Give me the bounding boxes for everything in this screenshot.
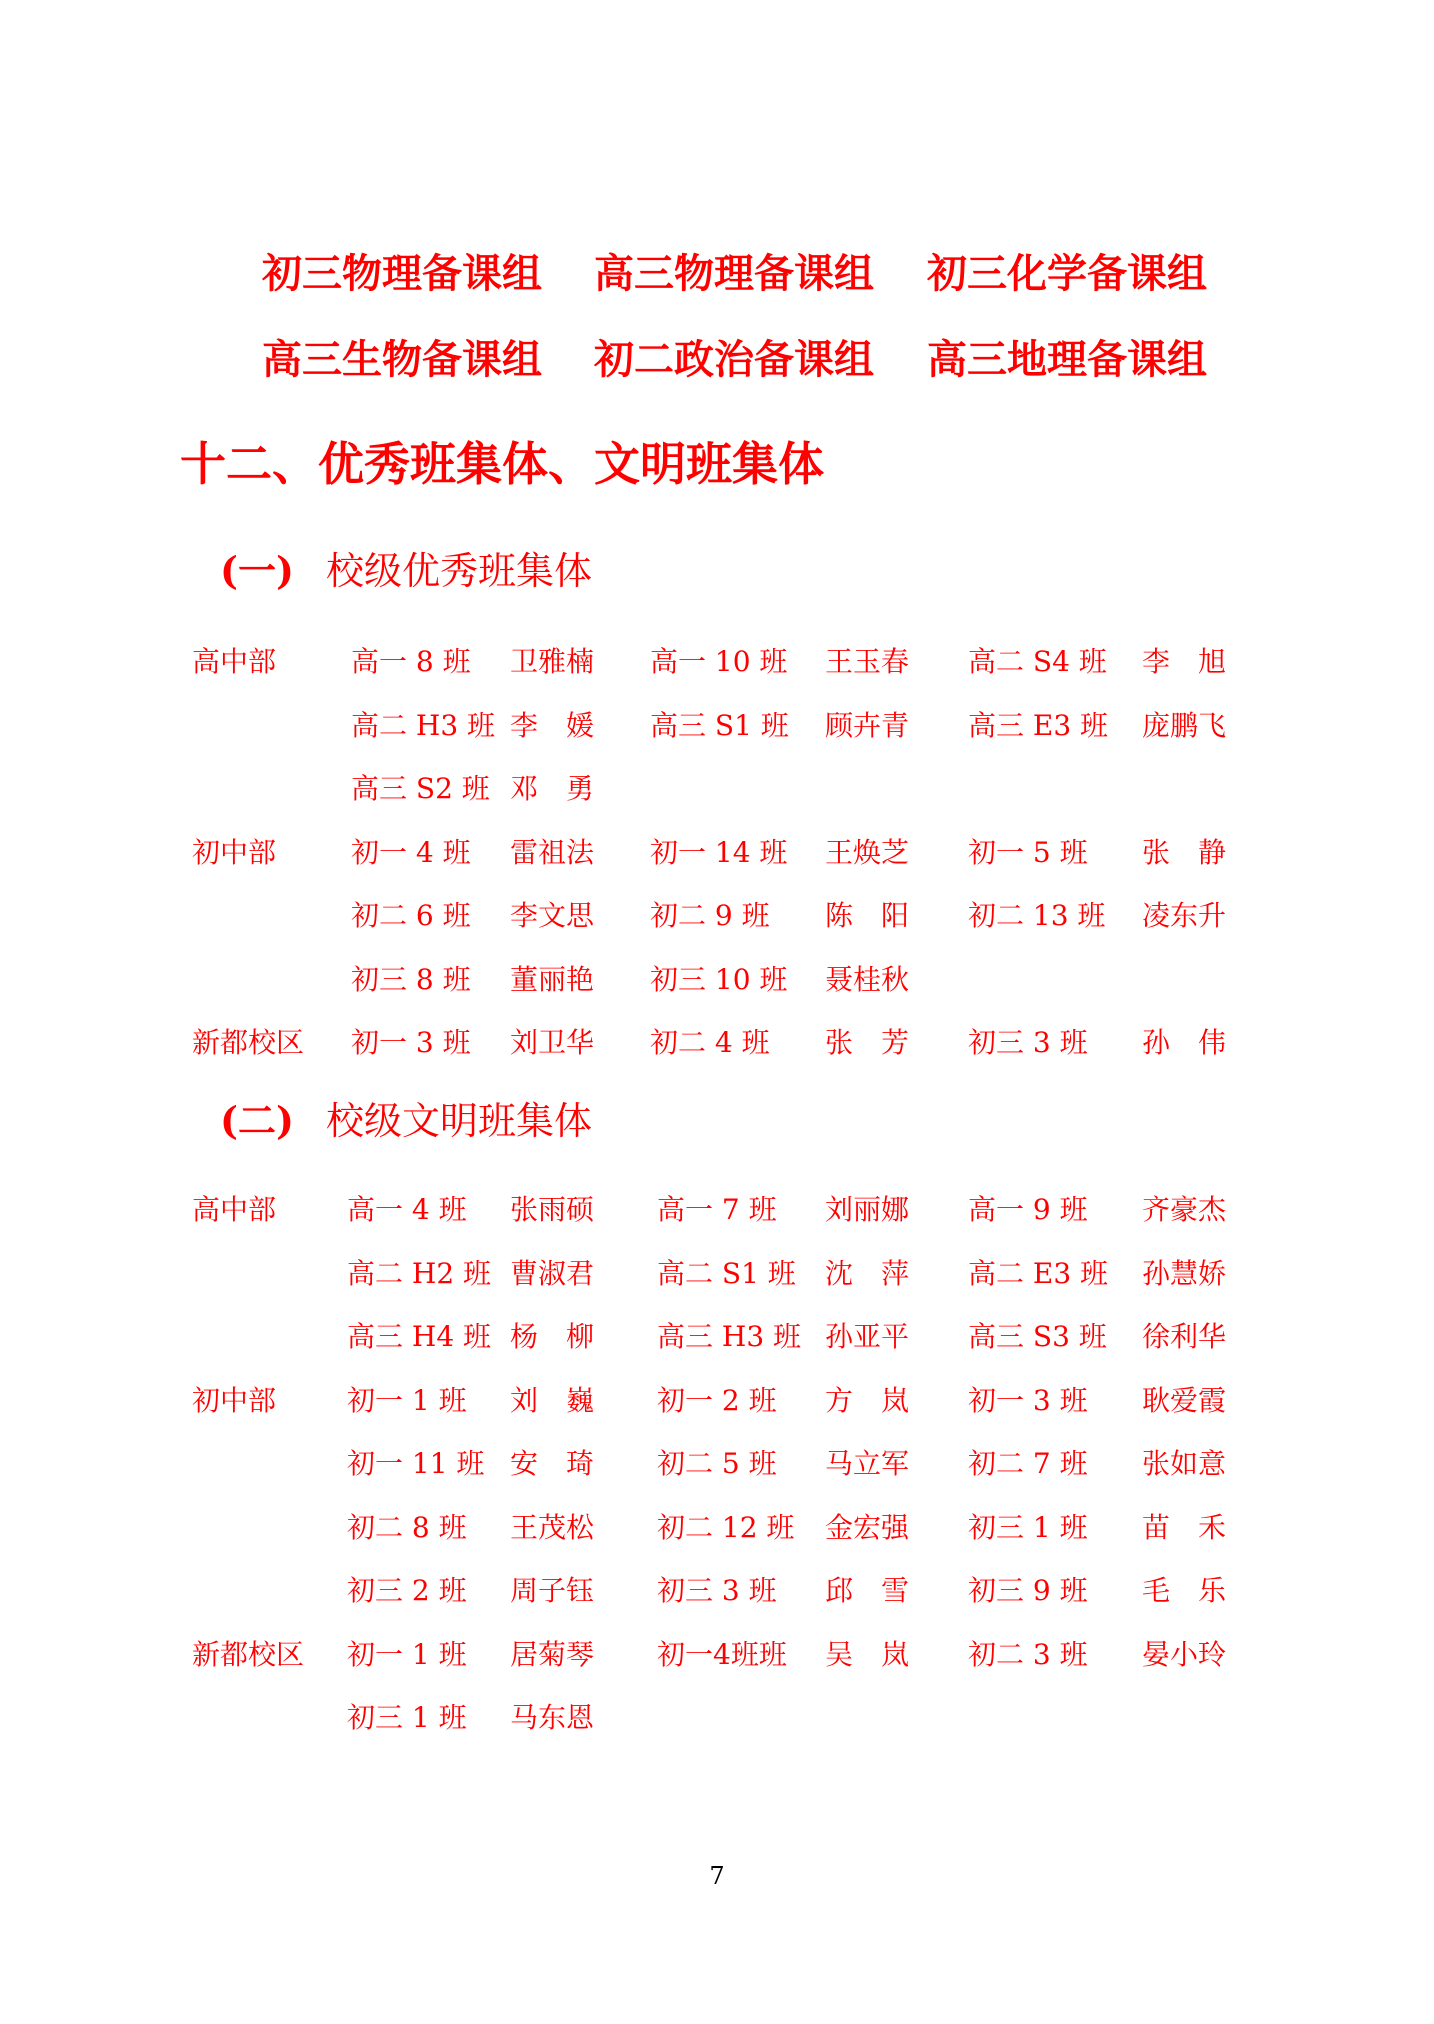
section-heading: 十二、优秀班集体、文明班集体 [180, 437, 824, 491]
group-name: 高三地理备课组 [927, 337, 1207, 383]
page-number: 7 [709, 1862, 725, 1890]
teacher-name: 毛 乐 [1142, 1574, 1227, 1607]
teacher-name: 马东恩 [510, 1701, 595, 1734]
class-name: 高三 S2 班 [351, 772, 490, 805]
table-row [0, 1188, 1434, 1228]
subsection-number: (一) [220, 548, 294, 593]
class-name: 初三 1 班 [968, 1510, 1088, 1544]
table-row [0, 958, 1434, 998]
class-name: 初一 3 班 [351, 1026, 471, 1059]
table-row [0, 1442, 1434, 1482]
class-name: 高一 9 班 [968, 1193, 1088, 1226]
teacher-name: 顾卉青 [825, 708, 910, 742]
class-name: 初三 3 班 [968, 1026, 1088, 1059]
teacher-name: 刘丽娜 [825, 1193, 910, 1226]
teacher-name: 金宏强 [825, 1510, 910, 1544]
group-name: 初二政治备课组 [594, 337, 874, 383]
class-name: 高二 H3 班 [351, 708, 496, 742]
class-name: 初三 10 班 [650, 962, 788, 996]
group-name: 初三化学备课组 [927, 251, 1207, 297]
class-name: 初一 14 班 [650, 835, 788, 869]
class-name: 初二 8 班 [347, 1510, 467, 1544]
subsection-number: (二) [220, 1098, 294, 1143]
teacher-name: 张 芳 [825, 1026, 910, 1059]
class-name: 初一 1 班 [347, 1383, 467, 1417]
teacher-name: 陈 阳 [825, 899, 910, 932]
table-row [0, 894, 1434, 934]
class-name: 初一 5 班 [968, 835, 1088, 869]
department-label: 新都校区 [192, 1026, 305, 1059]
group-name: 高三生物备课组 [262, 337, 542, 383]
class-name: 初三 3 班 [657, 1574, 777, 1607]
department-label: 初中部 [192, 835, 277, 869]
class-name: 高三 H4 班 [347, 1320, 492, 1353]
teacher-name: 庞鹏飞 [1142, 708, 1227, 742]
class-name: 初二 13 班 [968, 899, 1106, 932]
department-label: 新都校区 [192, 1637, 305, 1671]
table-row [0, 1506, 1434, 1546]
teacher-name: 沈 萍 [825, 1256, 910, 1290]
teacher-name: 耿爱霞 [1142, 1383, 1227, 1417]
teacher-name: 凌东升 [1142, 899, 1227, 932]
class-name: 高一 7 班 [657, 1193, 777, 1226]
teacher-name: 马立军 [825, 1447, 910, 1480]
table-row [0, 1252, 1434, 1292]
table-row [0, 1021, 1434, 1061]
class-name: 初三 8 班 [351, 962, 471, 996]
class-name: 高一 10 班 [650, 645, 788, 678]
class-name: 初二 9 班 [650, 899, 770, 932]
table-row [0, 1569, 1434, 1609]
class-name: 高三 S3 班 [968, 1320, 1107, 1353]
class-name: 初二 5 班 [657, 1447, 777, 1480]
teacher-name: 居菊琴 [510, 1637, 595, 1671]
class-name: 高二 S4 班 [968, 645, 1107, 678]
class-name: 初一 3 班 [968, 1383, 1088, 1417]
table-row [0, 767, 1434, 807]
teacher-name: 徐利华 [1142, 1320, 1227, 1353]
teacher-name: 张如意 [1142, 1447, 1227, 1480]
table-row [0, 1696, 1434, 1736]
teacher-name: 孙 伟 [1142, 1026, 1227, 1059]
subsection-label: 校级文明班集体 [325, 1099, 592, 1143]
class-name: 高二 E3 班 [968, 1256, 1109, 1290]
teacher-name: 张雨硕 [510, 1193, 595, 1226]
department-label: 高中部 [192, 645, 277, 678]
class-name: 高二 H2 班 [347, 1256, 492, 1290]
teacher-name: 苗 禾 [1142, 1510, 1227, 1544]
department-label: 初中部 [192, 1383, 277, 1417]
teacher-name: 邱 雪 [825, 1574, 910, 1607]
class-name: 初三 1 班 [347, 1701, 467, 1734]
subsection-title [220, 540, 592, 595]
teacher-name: 孙亚平 [825, 1320, 910, 1353]
teacher-name: 孙慧娇 [1142, 1256, 1227, 1290]
table-row [0, 1633, 1434, 1673]
class-name: 初二 7 班 [968, 1447, 1088, 1480]
class-name: 高三 S1 班 [650, 708, 789, 742]
teacher-name: 王茂松 [510, 1510, 595, 1544]
teacher-name: 李文思 [510, 899, 595, 932]
teacher-name: 王焕芝 [825, 835, 910, 869]
subsection-label: 校级优秀班集体 [325, 549, 592, 593]
table-row [0, 640, 1434, 680]
teacher-name: 李 媛 [510, 708, 595, 742]
teacher-name: 李 旭 [1142, 645, 1227, 678]
class-name: 初三 2 班 [347, 1574, 467, 1607]
teacher-name: 刘卫华 [510, 1026, 595, 1059]
class-name: 高一 8 班 [351, 645, 471, 678]
teacher-name: 杨 柳 [510, 1320, 595, 1353]
group-name: 初三物理备课组 [262, 251, 542, 297]
class-name: 初二 12 班 [657, 1510, 795, 1544]
class-name: 高三 H3 班 [657, 1320, 802, 1353]
table-row [0, 831, 1434, 871]
class-name: 初一 4 班 [351, 835, 471, 869]
teacher-name: 王玉春 [825, 645, 910, 678]
teacher-name: 刘 巍 [510, 1383, 595, 1417]
class-name: 初三 9 班 [968, 1574, 1088, 1607]
group-name: 高三物理备课组 [594, 251, 874, 297]
teacher-name: 董丽艳 [510, 962, 595, 996]
class-name: 初二 3 班 [968, 1637, 1088, 1671]
table-row [0, 1379, 1434, 1419]
teacher-name: 卫雅楠 [510, 645, 595, 678]
teacher-name: 晏小玲 [1142, 1637, 1227, 1671]
class-name: 初一 1 班 [347, 1637, 467, 1671]
teacher-name: 方 岚 [825, 1383, 910, 1417]
class-name: 初一 11 班 [347, 1447, 485, 1480]
table-row [0, 704, 1434, 744]
teacher-name: 齐豪杰 [1142, 1193, 1227, 1226]
class-name: 初二 6 班 [351, 899, 471, 932]
class-name: 初一4班班 [657, 1637, 787, 1671]
class-name: 高三 E3 班 [968, 708, 1109, 742]
teacher-name: 吴 岚 [825, 1637, 910, 1671]
teacher-name: 聂桂秋 [825, 962, 910, 996]
teacher-name: 雷祖法 [510, 835, 595, 869]
class-name: 高二 S1 班 [657, 1256, 796, 1290]
class-name: 初一 2 班 [657, 1383, 777, 1417]
class-name: 高一 4 班 [347, 1193, 467, 1226]
department-label: 高中部 [192, 1193, 277, 1226]
teacher-name: 邓 勇 [510, 772, 595, 805]
class-name: 初二 4 班 [650, 1026, 770, 1059]
subsection-title [220, 1090, 592, 1145]
teacher-name: 安 琦 [510, 1447, 595, 1480]
teacher-name: 周子钰 [510, 1574, 595, 1607]
table-row [0, 1315, 1434, 1355]
teacher-name: 曹淑君 [510, 1256, 595, 1290]
teacher-name: 张 静 [1142, 835, 1227, 869]
